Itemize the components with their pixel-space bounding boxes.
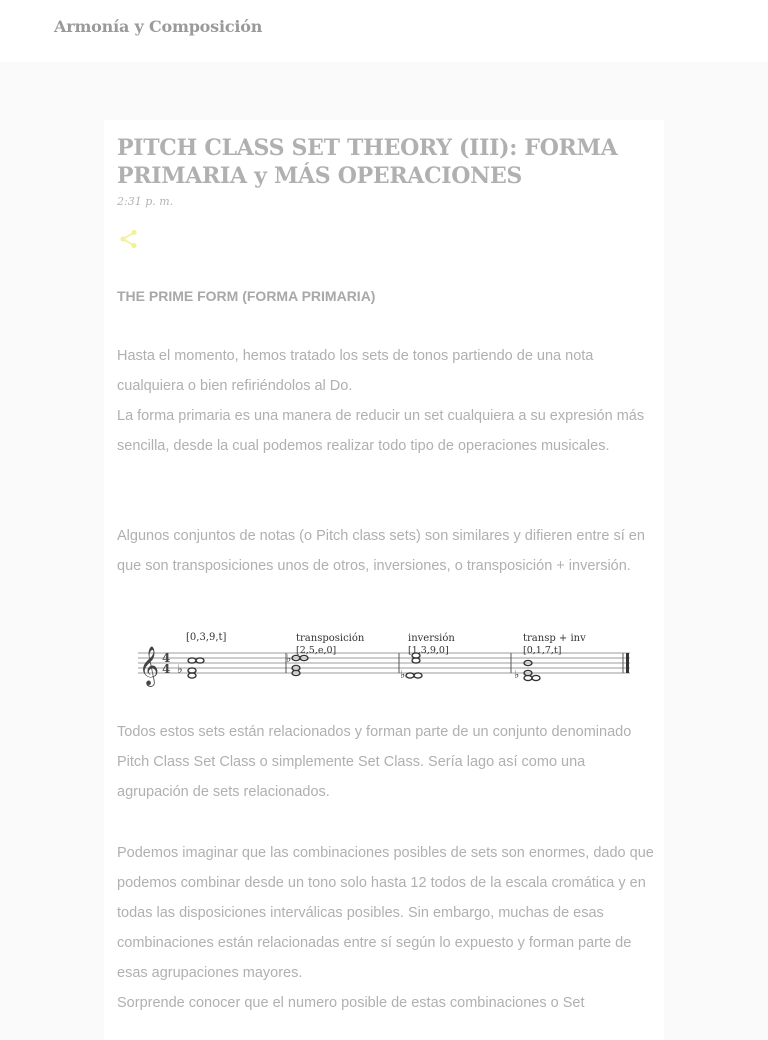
operation-label-2: transposición xyxy=(296,633,365,644)
paragraph-4: Todos estos sets están relacionados y forman parte de un conjunto denominado Pitch Class Set Class o simplemente Set Class. Sería lago así como una agrupación de sets relacionados. xyxy=(117,724,632,800)
svg-text:♭: ♭ xyxy=(400,668,406,681)
set-label-1: [0,3,9,t] xyxy=(186,632,227,643)
chord-3 xyxy=(406,653,422,678)
post-title: PITCH CLASS SET THEORY (III): FORMA PRIMARIA y MÁS OPERACIONES xyxy=(117,135,618,189)
treble-clef-icon: 𝄞 xyxy=(139,646,160,686)
chord-2 xyxy=(292,655,308,675)
section-heading: THE PRIME FORM (FORMA PRIMARIA) xyxy=(117,288,376,304)
music-notation-figure xyxy=(134,626,634,690)
set-label-2: [2,5,e,0] xyxy=(296,645,337,656)
time-signature-bottom: 4 xyxy=(162,662,171,676)
operation-label-4: transp + inv xyxy=(523,633,586,644)
chord-4 xyxy=(524,660,540,680)
time-signature-top: 4 xyxy=(162,651,171,665)
operation-label-3: inversión xyxy=(408,633,455,644)
share-icon xyxy=(117,227,141,251)
top-bar xyxy=(0,0,768,62)
paragraph-2: La forma primaria es una manera de reducir un set cualquiera a su expresión más sencilla, desde la cual podemos realizar todo tipo de operaciones musicales. xyxy=(117,408,645,454)
share-button[interactable] xyxy=(117,227,141,251)
paragraph-6: Sorprende conocer que el numero posible de estas combinaciones o Set xyxy=(117,995,585,1011)
paragraph-3: Algunos conjuntos de notas (o Pitch class sets) son similares y difieren entre sí en que son transposiciones unos de otros, inversiones, o transposición + inversión. xyxy=(117,528,645,574)
svg-text:♭: ♭ xyxy=(514,668,520,681)
set-label-3: [1,3,9,0] xyxy=(408,645,449,656)
paragraph-1: Hasta el momento, hemos tratado los sets de tonos partiendo de una nota cualquiera o bien refiriéndolos al Do. xyxy=(117,348,594,394)
paragraph-5: Podemos imaginar que las combinaciones posibles de sets son enormes, dado que podemos combinar desde un tono solo hasta 12 todos de la escala cromática y en todas las disposiciones interválicas posibles. Sin embargo, muchas de esas combinaciones están relacionadas entre sí según lo expuesto y forman parte de esas agrupaciones mayores. xyxy=(117,845,654,981)
svg-text:♭: ♭ xyxy=(177,662,183,676)
blog-title-link[interactable]: Armonía y Composición xyxy=(54,17,263,36)
svg-text:♭: ♭ xyxy=(286,652,292,665)
set-label-4: [0,1,7,t] xyxy=(523,645,562,656)
post-timestamp[interactable]: 2:31 p. m. xyxy=(117,195,174,208)
